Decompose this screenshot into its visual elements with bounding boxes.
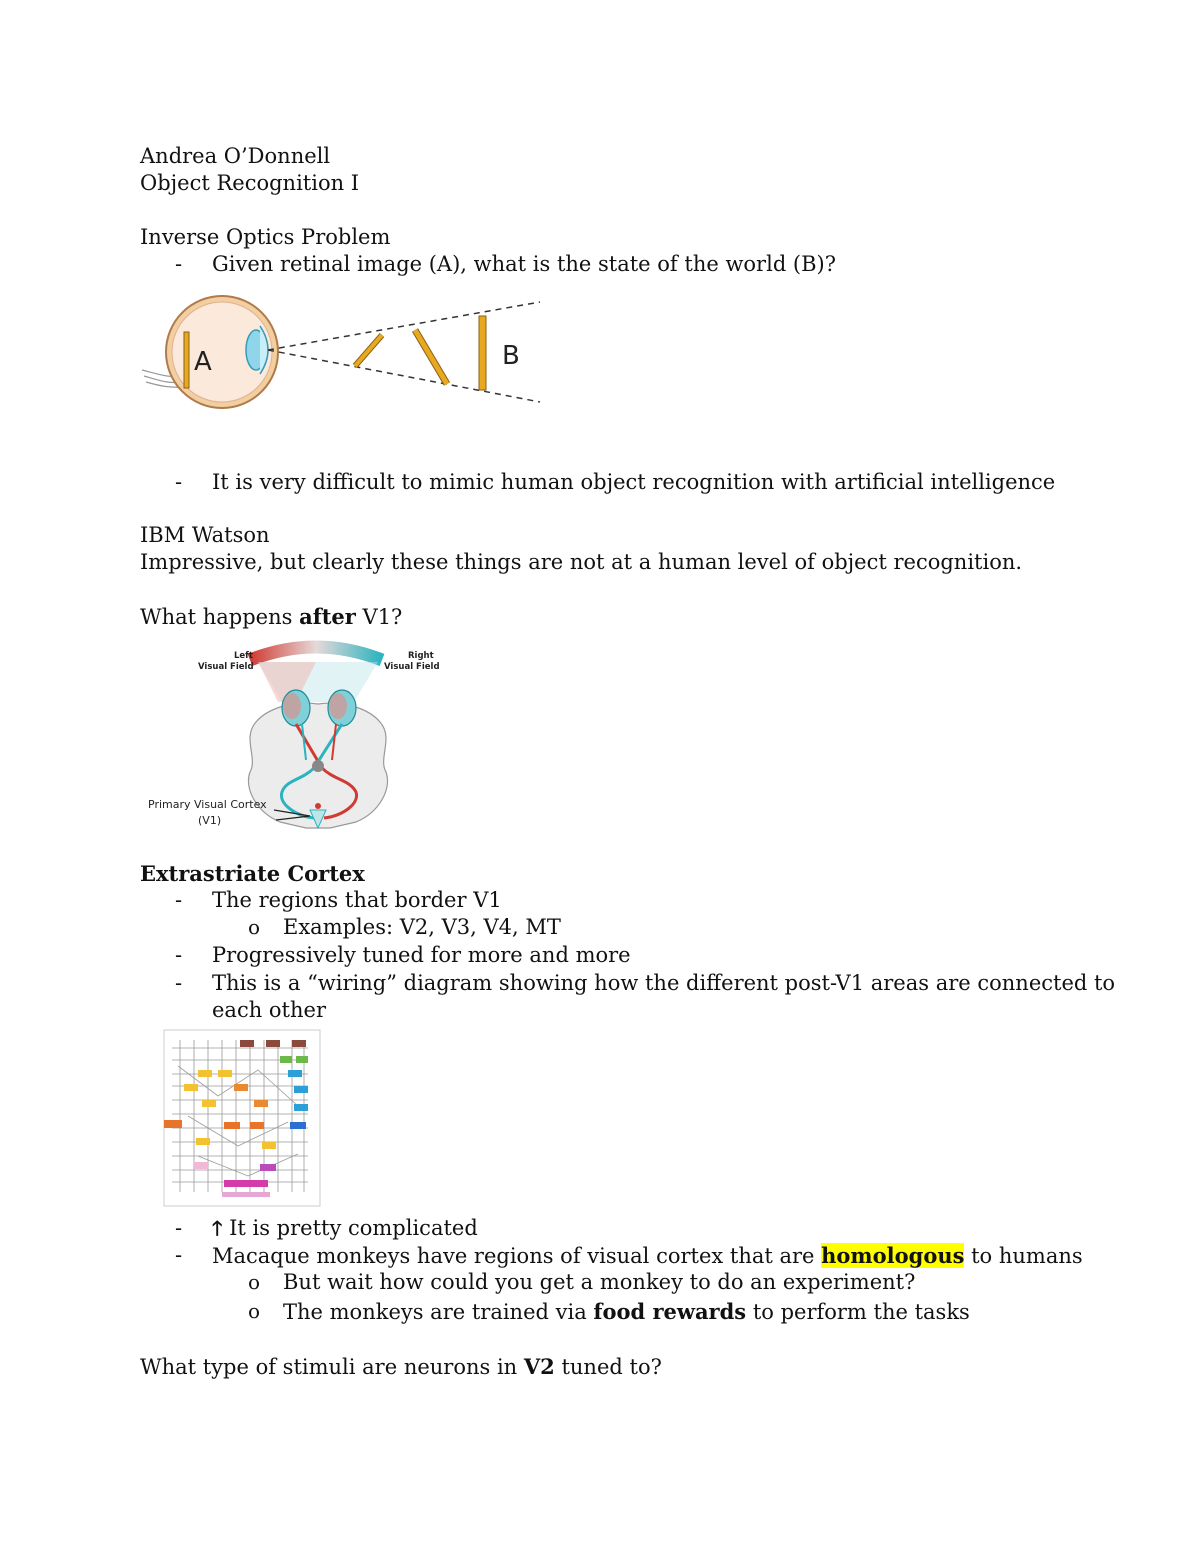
bullet-complicated <box>212 1215 478 1242</box>
sub-bullet-examples: Examples: V2, V3, V4, MT <box>283 915 561 939</box>
bullet-wiring-line1: This is a “wiring” diagram showing how the different post-V1 areas are connected to <box>212 971 1116 995</box>
ibm-watson-text: Impressive, but clearly these things are not at a human level of object recognition. <box>140 550 1023 574</box>
sub-bullet-monkey-experiment: But wait how could you get a monkey to do an experiment? <box>283 1270 916 1294</box>
after-v1-question <box>140 603 402 631</box>
left-field-label-2: Visual Field <box>198 662 254 672</box>
bullet-border-v1: The regions that border V1 <box>212 888 502 912</box>
bullet-dash: - <box>175 1216 183 1240</box>
macaque-post: to humans <box>964 1244 1083 1268</box>
section-heading-inverse-optics: Inverse Optics Problem <box>140 225 391 249</box>
bullet-ai-difficulty: It is very difficult to mimic human object recognition with artificial intelligence <box>212 470 1056 494</box>
sub-bullet-food-rewards <box>283 1298 970 1326</box>
right-field-label-1: Right <box>408 651 434 661</box>
bullet-progressively-tuned: Progressively tuned for more and more <box>212 943 631 967</box>
v2-pre: What type of stimuli are neurons in <box>140 1355 524 1379</box>
bullet-wiring-line2: each other <box>212 998 326 1022</box>
left-field-label-1: Left <box>234 651 253 661</box>
bullet-dash: - <box>175 252 183 276</box>
food-post: to perform the tasks <box>746 1300 970 1324</box>
author-name: Andrea O’Donnell <box>140 144 331 168</box>
sub-bullet-circle: o <box>248 915 261 939</box>
v1-label-1: Primary Visual Cortex <box>148 798 267 811</box>
v2-question <box>140 1353 662 1381</box>
extrastriate-heading-text: Extrastriate Cortex <box>140 861 365 886</box>
highlight-homologous: homologous <box>821 1243 965 1268</box>
bullet-macaque <box>212 1242 1083 1270</box>
right-field-label-2: Visual Field <box>384 662 440 672</box>
bullet-dash: - <box>175 888 183 912</box>
after-v1-post: V1? <box>355 605 403 629</box>
label-a: A <box>194 347 212 377</box>
projection-line-bottom <box>268 350 540 402</box>
section-heading-ibm-watson: IBM Watson <box>140 523 270 547</box>
projection-line-top <box>268 302 540 350</box>
bullet-retinal-image: Given retinal image (A), what is the state of the world (B)? <box>212 252 837 276</box>
chiasm <box>312 760 324 772</box>
document-title: Object Recognition I <box>140 171 360 195</box>
food-bold: food rewards <box>593 1299 747 1324</box>
wiring-diagram <box>158 1026 330 1216</box>
sub-bullet-circle: o <box>248 1270 261 1294</box>
v1-label-2: (V1) <box>198 814 222 827</box>
up-arrow-icon: 🡑 <box>212 1216 223 1240</box>
food-pre: The monkeys are trained via <box>283 1300 594 1324</box>
visual-field-arc <box>250 647 382 660</box>
macaque-pre: Macaque monkeys have regions of visual cortex that are <box>212 1244 822 1268</box>
label-b: B <box>502 341 520 371</box>
v2-bold: V2 <box>523 1354 555 1379</box>
sub-bullet-circle: o <box>248 1299 261 1323</box>
section-heading-extrastriate <box>140 860 365 888</box>
bullet-dash: - <box>175 943 183 967</box>
bullet-complicated-text: It is pretty complicated <box>222 1216 478 1240</box>
eye-optics-figure <box>140 290 550 450</box>
bullet-dash: - <box>175 1243 183 1267</box>
retinal-image-bar <box>184 332 189 388</box>
after-v1-pre: What happens <box>140 605 300 629</box>
v2-post: tuned to? <box>554 1355 662 1379</box>
world-bar-far <box>479 316 486 390</box>
after-v1-bold: after <box>299 604 356 629</box>
visual-pathway-figure <box>146 640 446 835</box>
bullet-dash: - <box>175 971 183 995</box>
bullet-dash: - <box>175 470 183 494</box>
